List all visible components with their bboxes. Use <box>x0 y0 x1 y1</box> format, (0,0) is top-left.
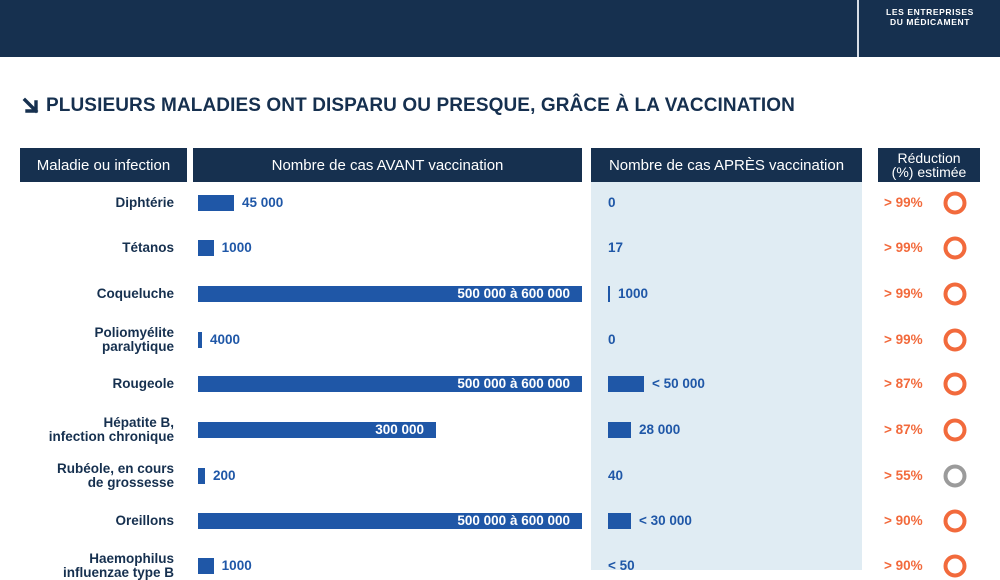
reduction-ring-icon <box>942 508 968 534</box>
after-bar <box>608 376 644 392</box>
row-label <box>20 287 174 301</box>
after-value-label: 28 000 <box>639 422 681 437</box>
before-value-label: 45 000 <box>242 195 284 210</box>
after-value-label: < 50 <box>608 558 635 573</box>
before-bar <box>198 468 205 484</box>
header-disease: Maladie ou infection <box>20 148 187 182</box>
before-value-label: 300 000 <box>375 422 424 437</box>
row-label-line-1: Rougeole <box>112 376 174 391</box>
before-bar <box>198 332 202 348</box>
row-label-line-1: Haemophilus <box>89 551 174 566</box>
row-label-line-2: influenzae type B <box>62 565 174 580</box>
header-reduction-line-1: Réduction <box>897 150 961 166</box>
reduction-value: > 99% <box>884 195 923 210</box>
before-bar <box>198 558 214 574</box>
reduction-ring-icon <box>942 463 968 489</box>
header-before: Nombre de cas AVANT vaccination <box>193 148 582 182</box>
after-bar <box>608 286 610 302</box>
reduction-ring-icon <box>942 553 968 579</box>
reduction-value: > 87% <box>884 376 923 391</box>
before-value-label: 500 000 à 600 000 <box>457 513 570 528</box>
after-value-label: 0 <box>608 195 616 210</box>
before-value-label: 500 000 à 600 000 <box>457 286 570 301</box>
row-label-line-1: Rubéole, en cours <box>56 461 174 476</box>
reduction-value: > 99% <box>884 286 923 301</box>
row-label-line-2: de grossesse <box>87 475 174 490</box>
row-label-line-1: Tétanos <box>122 240 174 255</box>
reduction-ring-icon <box>942 281 968 307</box>
after-value-label: 0 <box>608 332 616 347</box>
after-bar <box>608 422 631 438</box>
reduction-ring-icon <box>942 327 968 353</box>
before-value-label: 200 <box>213 468 236 483</box>
brand-line-2: DU MÉDICAMENT <box>889 17 971 27</box>
reduction-ring-icon <box>942 235 968 261</box>
headline-text: PLUSIEURS MALADIES ONT DISPARU OU PRESQUE, GRÂCE À LA VACCINATION <box>46 95 795 116</box>
row-label <box>20 241 174 255</box>
reduction-ring-icon <box>942 417 968 443</box>
header-reduction-line-2: (%) estimée <box>891 164 967 180</box>
header-after: Nombre de cas APRÈS vaccination <box>591 148 862 182</box>
after-value-label: 1000 <box>618 286 649 301</box>
reduction-value: > 99% <box>884 240 923 255</box>
row-label <box>20 196 174 210</box>
before-bar <box>198 195 234 211</box>
row-label <box>20 552 174 580</box>
row-label-line-1: Hépatite B, <box>103 415 174 430</box>
row-label-line-1: Poliomyélite <box>94 325 174 340</box>
reduction-value: > 87% <box>884 422 923 437</box>
row-label <box>20 377 174 391</box>
reduction-value: > 55% <box>884 468 923 483</box>
row-label <box>20 514 174 528</box>
after-value-label: < 30 000 <box>639 513 692 528</box>
before-bar <box>198 240 214 256</box>
row-label-line-1: Coqueluche <box>96 286 174 301</box>
reduction-value: > 90% <box>884 558 923 573</box>
after-value-label: < 50 000 <box>652 376 705 391</box>
reduction-value: > 90% <box>884 513 923 528</box>
row-label-line-1: Oreillons <box>115 513 174 528</box>
row-label <box>20 326 174 354</box>
before-value-label: 1000 <box>221 558 252 573</box>
before-value-label: 4000 <box>210 332 241 347</box>
row-label <box>20 462 174 490</box>
row-label <box>20 416 174 444</box>
after-bar <box>608 513 631 529</box>
before-value-label: 500 000 à 600 000 <box>457 376 570 391</box>
after-value-label: 17 <box>608 240 624 255</box>
reduction-value: > 99% <box>884 332 923 347</box>
row-label-line-2: paralytique <box>101 339 174 354</box>
row-label-line-1: Diphtérie <box>115 195 174 210</box>
reduction-ring-icon <box>942 371 968 397</box>
row-label-line-2: infection chronique <box>48 429 174 444</box>
after-value-label: 40 <box>608 468 624 483</box>
brand-line-1: LES ENTREPRISES <box>886 7 974 17</box>
reduction-ring-icon <box>942 190 968 216</box>
before-value-label: 1000 <box>221 240 252 255</box>
